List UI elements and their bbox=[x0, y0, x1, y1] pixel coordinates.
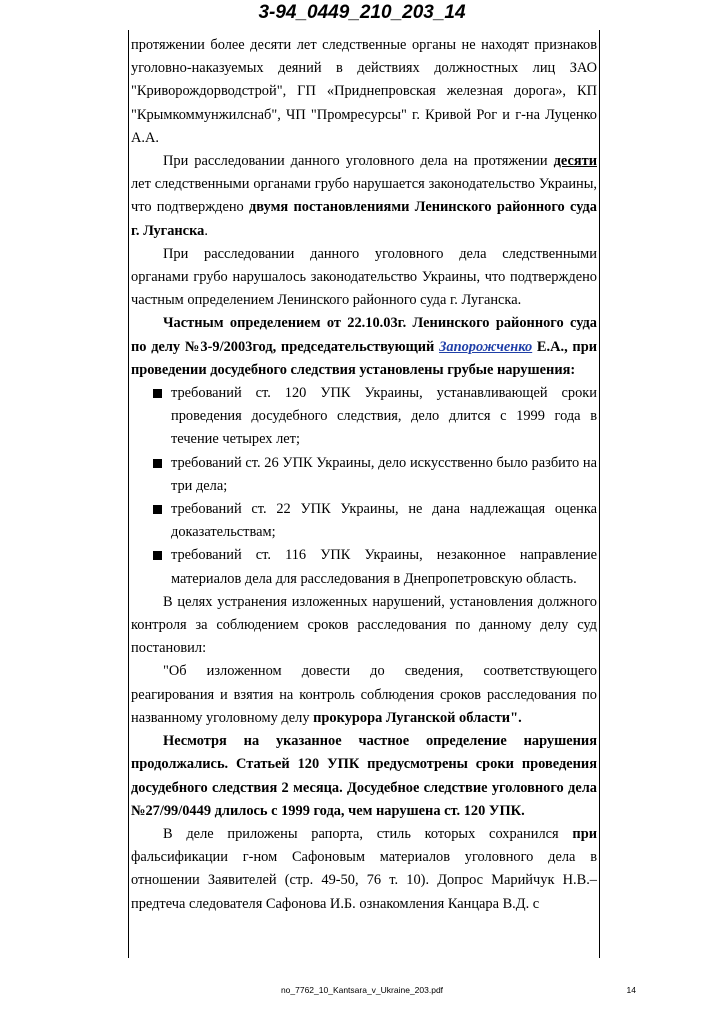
square-bullet-icon bbox=[153, 505, 162, 514]
paragraph-2-text-c: лет следственными органами грубо нарушается законодательство Украины, что подтверждено bbox=[131, 176, 597, 216]
paragraph-4-text-a: Частным определением от 22.10.03г. Ленинского районного суда по делу №3-9/2003год, председательствующий bbox=[131, 315, 597, 355]
paragraph-2 bbox=[131, 150, 597, 243]
paragraph-5: В целях устранения изложенных нарушений, установления должного контроля за соблюдением сроков расследования по данному делу суд постановил: bbox=[131, 593, 597, 657]
judge-name-link[interactable]: Запорожченко bbox=[439, 338, 533, 355]
paragraph-8-text-c: фальсификации г-ном Сафоновым материалов уголовного дела в отношении Заявителей (стр. 49-50, 76 т. 10). Допрос Марийчук Н.В.– предтеча следователя Сафонова И.Б. ознакомления Канцара В.Д. с bbox=[131, 849, 597, 912]
paragraph-8-text-a: В деле приложены рапорта, стиль которых сохранился bbox=[163, 825, 573, 842]
paragraph-8-bold: при bbox=[572, 825, 597, 842]
paragraph-6 bbox=[131, 660, 597, 730]
paragraph-7: Несмотря на указанное частное определение нарушения продолжались. Статьей 120 УПК предусмотрены сроки проведения досудебного следствия 2 месяца. Досудебное следствие уголовного дела №27/99/0449 длилось с 1999 года, чем нарушена ст. 120 УПК. bbox=[131, 733, 597, 819]
paragraph-2-text-e: . bbox=[204, 222, 208, 239]
paragraph-2-emphasis: десяти bbox=[553, 153, 597, 170]
paragraph-2-bold: двумя постановлениями Ленинского районного суда г. Луганска bbox=[131, 199, 597, 239]
list-item-text: требований ст. 116 УПК Украины, незаконное направление материалов дела для расследования в Днепропетровскую область. bbox=[171, 547, 597, 587]
paragraph-4 bbox=[131, 312, 597, 382]
paragraph-4-text-b: Е.А., при проведении досудебного следствия установлены грубые нарушения: bbox=[131, 338, 597, 378]
list-item-text: требований ст. 22 УПК Украины, не дана надлежащая оценка доказательствам; bbox=[171, 501, 597, 541]
list-item bbox=[131, 544, 597, 590]
paragraph-6-text-a: "Об изложенном довести до сведения, соответствующего реагирования и взятия на контроль соблюдения сроков расследования по названному уголовному делу bbox=[131, 663, 597, 726]
square-bullet-icon bbox=[153, 551, 162, 560]
square-bullet-icon bbox=[153, 459, 162, 468]
paragraph-3: При расследовании данного уголовного дела следственными органами грубо нарушалось законодательство Украины, что подтверждено частным определением Ленинского районного суда г. Луганска. bbox=[131, 245, 597, 309]
document-body bbox=[131, 34, 597, 916]
page-number: 14 bbox=[626, 985, 636, 995]
paragraph-8 bbox=[131, 823, 597, 916]
list-item bbox=[131, 498, 597, 544]
paragraph-1: протяжении более десяти лет следственные органы не находят признаков уголовно-наказуемых деяний в действиях должностных лиц ЗАО "Криворождорводстрой", ГП «Приднепровская железная дорога», КП "Крымкоммунжилснаб", ЧП "Промресурсы" г. Кривой Рог и г-на Луценко А.А. bbox=[131, 37, 597, 146]
violations-list bbox=[131, 382, 597, 591]
document-header: 3-94_0449_210_203_14 bbox=[258, 2, 466, 23]
list-item-text: требований ст. 26 УПК Украины, дело искусственно было разбито на три дела; bbox=[171, 454, 597, 494]
list-item bbox=[131, 382, 597, 452]
paragraph-6-bold: прокурора Луганской области". bbox=[313, 709, 522, 726]
paragraph-2-text-a: При расследовании данного уголовного дела на протяжении bbox=[163, 153, 554, 170]
list-item-text: требований ст. 120 УПК Украины, устанавливающей сроки проведения досудебного следствия, дело длится с 1999 года в течение четырех лет; bbox=[171, 385, 597, 448]
square-bullet-icon bbox=[153, 389, 162, 398]
list-item bbox=[131, 452, 597, 498]
footer-filename: no_7762_10_Kantsara_v_Ukraine_203.pdf bbox=[280, 985, 444, 995]
